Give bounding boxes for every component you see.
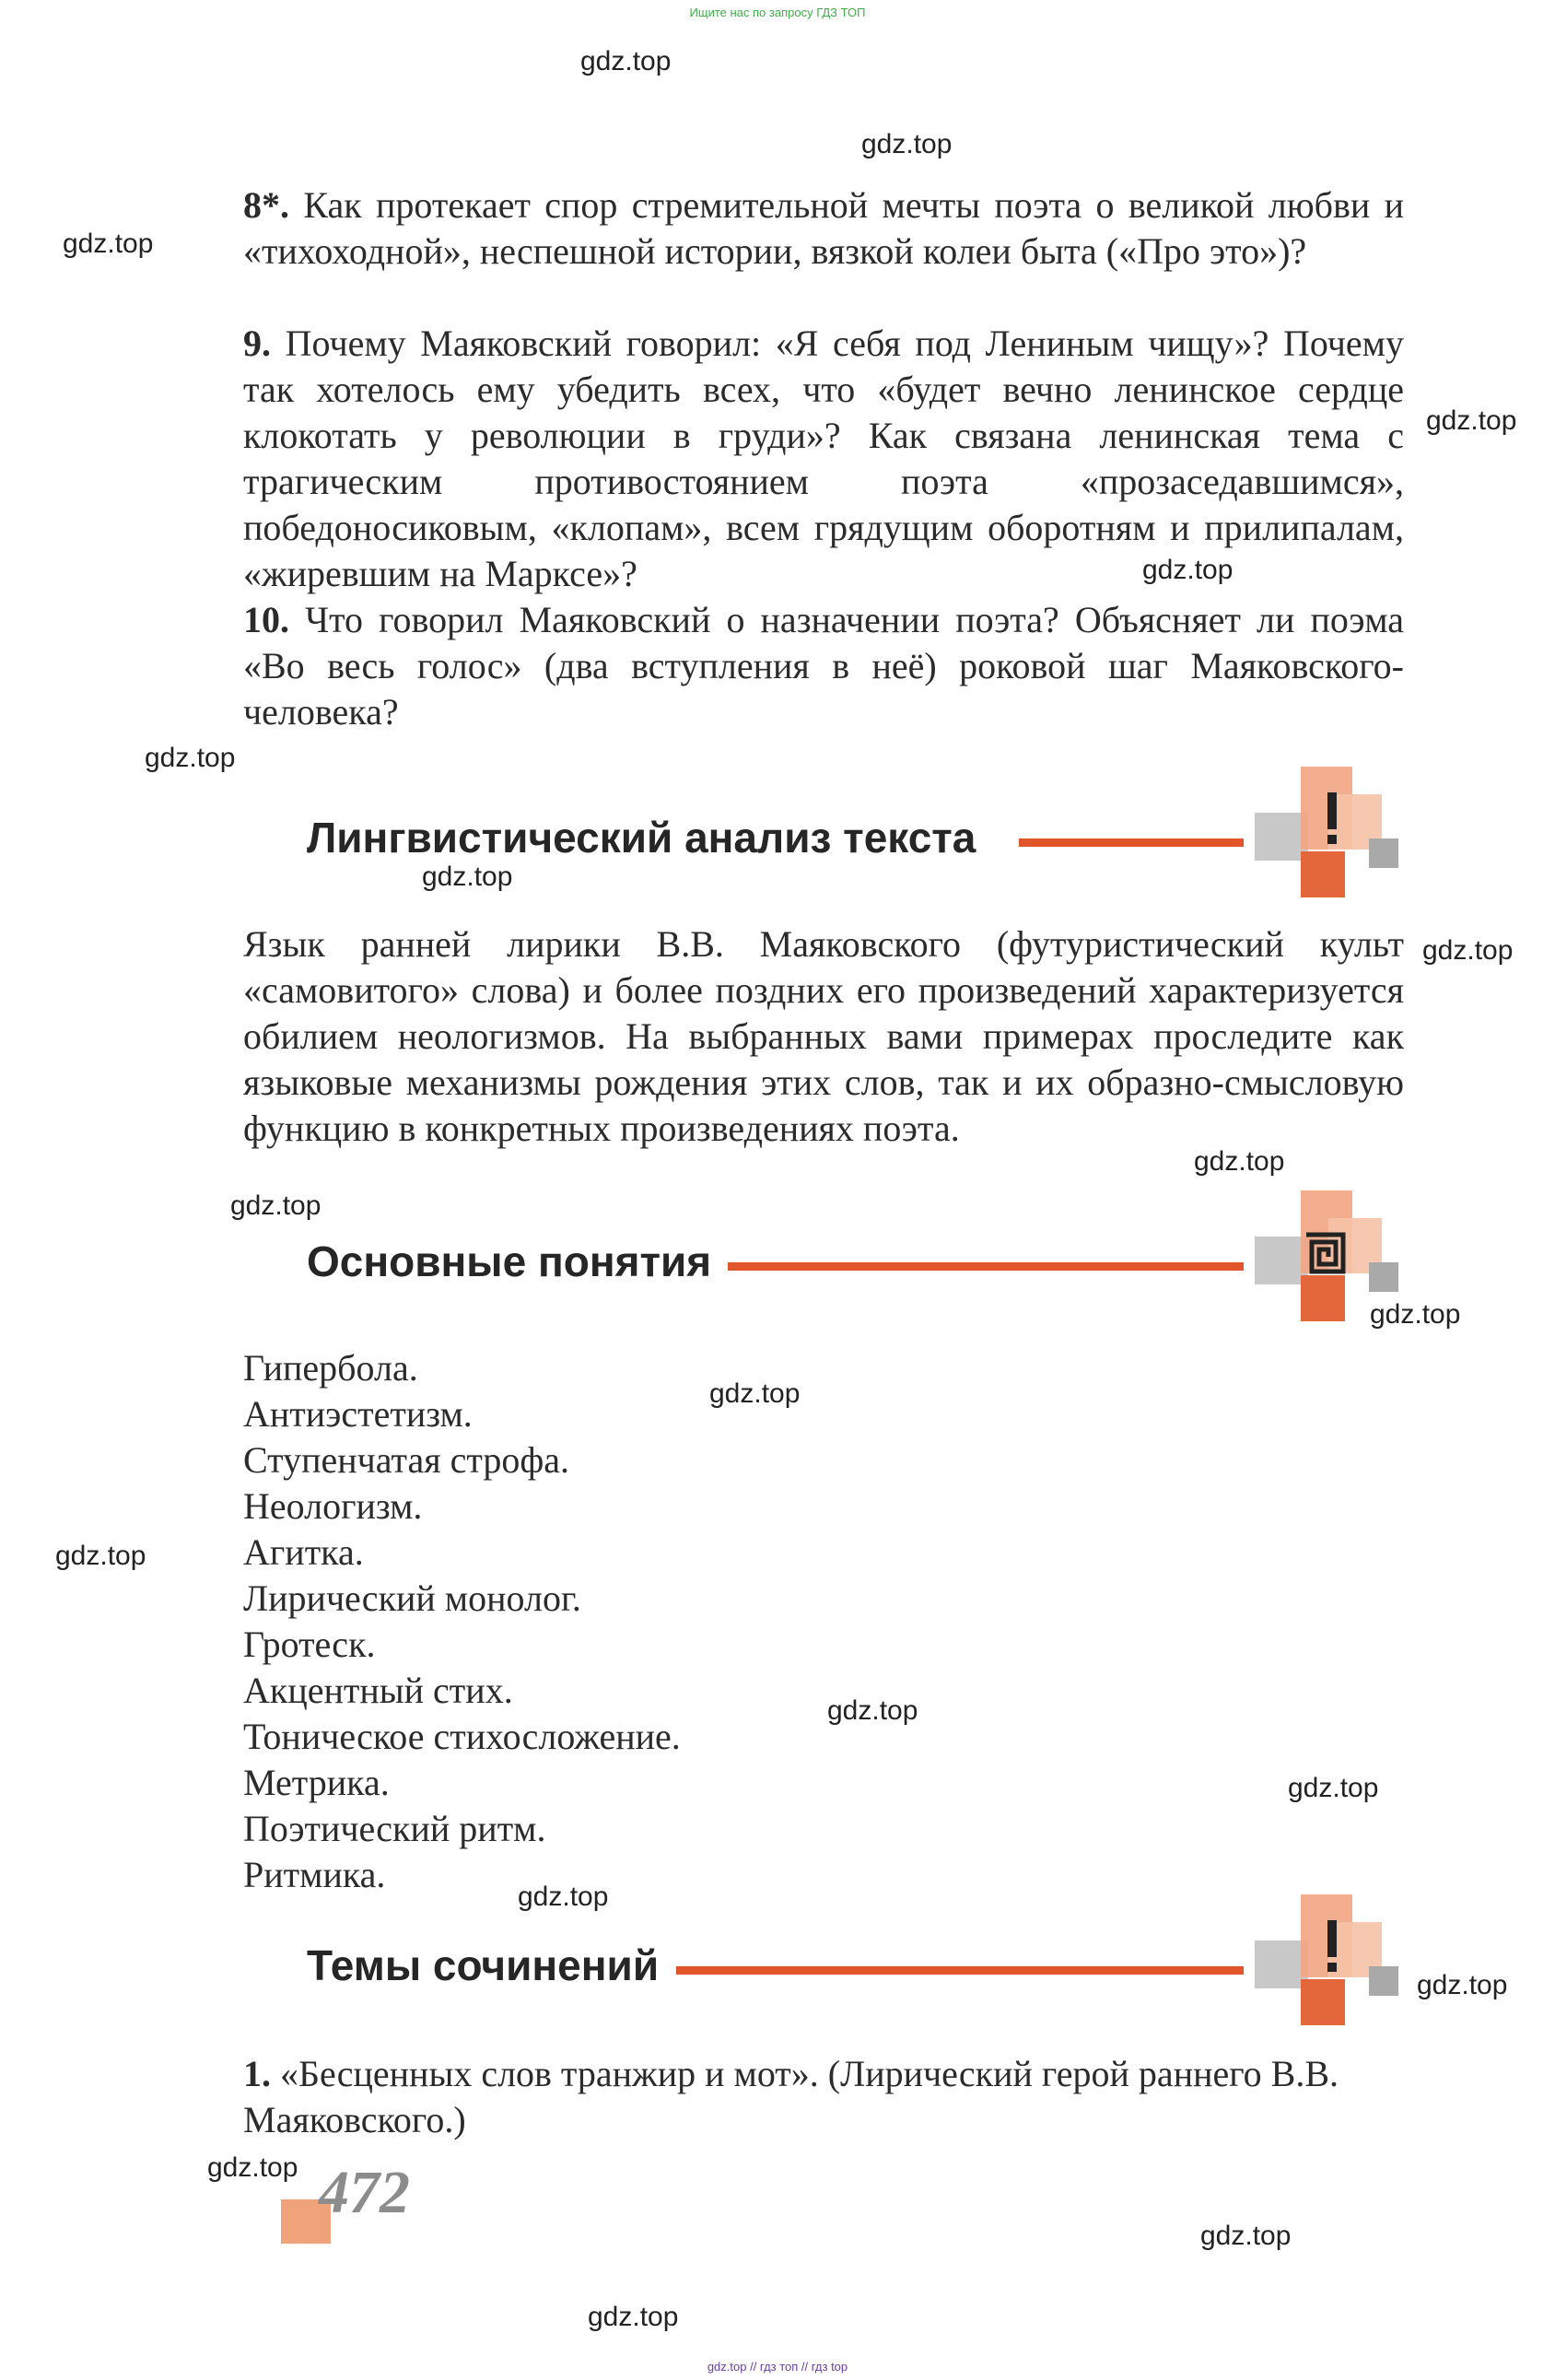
question-text: Как протекает спор стремительной мечты поэта о великой любви и «тихоходной», неспешной истории, вязкой колеи быта («Про это»)?: [243, 184, 1404, 272]
section-heading-concepts: Основные понятия: [307, 1237, 712, 1285]
question-number: 9.: [243, 322, 271, 364]
section-heading-linguistic: Лингвистический анализ текста: [307, 814, 976, 862]
essay-topic-1: [243, 2051, 1404, 2143]
concept-item: Неологизм.: [243, 1485, 423, 1527]
question-8: [243, 182, 1404, 275]
watermark: gdz.top: [1370, 1299, 1461, 1330]
heading-rule: [676, 1966, 1244, 1975]
watermark: gdz.top: [1200, 2221, 1292, 2251]
watermark: gdz.top: [861, 129, 953, 159]
concept-item: Акцентный стих.: [243, 1670, 513, 1711]
concept-item: Метрика.: [243, 1762, 390, 1803]
question-9: [243, 321, 1404, 597]
concept-item: Агитка.: [243, 1531, 364, 1573]
watermark: gdz.top: [1417, 1970, 1508, 2000]
watermark: gdz.top: [1422, 935, 1514, 966]
heading-rule: [728, 1262, 1244, 1271]
watermark: gdz.top: [1142, 555, 1233, 585]
watermark: gdz.top: [207, 2152, 298, 2183]
concept-item: Лирический монолог.: [243, 1577, 581, 1619]
exclamation-icon: [1255, 1894, 1406, 2027]
concept-item: Антиэстетизм.: [243, 1393, 473, 1435]
linguistic-text: Язык ранней лирики В.В. Маяковского (футуристический культ «самовитого» слова) и более поздних его произведений характеризуется обилием неологизмов. На выбранных вами примерах проследите как языковые механизмы рождения этих слов, так и их образно-смысловую функцию в конкретных произведениях поэта.: [243, 923, 1404, 1149]
watermark: gdz.top: [1194, 1146, 1285, 1177]
question-number: 10.: [243, 599, 289, 640]
question-text: Что говорил Маяковский о назначении поэта? Объясняет ли поэма «Во весь голос» (два вступления в неё) роковой шаг Маяковского-человека?: [243, 599, 1404, 733]
concept-item: Гротеск.: [243, 1624, 376, 1665]
concept-item: Поэтический ритм.: [243, 1808, 546, 1849]
watermark: gdz.top: [230, 1190, 322, 1221]
concept-item: Ступенчатая строфа.: [243, 1439, 570, 1481]
question-text: Почему Маяковский говорил: «Я себя под Лениным чищу»? Почему так хотелось ему убедить всех, что «будет вечно ленинское сердце клокотать у революции в груди»? Как связана ленинская тема с трагическим противостоянием поэта «прозаседавшимся», победоносиковым, «клопам», всем грядущим оборотням и прилипалам, «жиревшим на Марксе»?: [243, 322, 1404, 594]
watermark: gdz.top: [1288, 1773, 1379, 1803]
watermark: gdz.top: [709, 1378, 801, 1409]
heading-rule: [1019, 838, 1244, 847]
watermark: gdz.top: [518, 1882, 609, 1912]
bottom-banner: gdz.top // гдз топ // гдз top: [707, 2360, 848, 2374]
watermark: gdz.top: [1426, 405, 1517, 436]
section-heading-essays: Темы сочинений: [307, 1941, 660, 1989]
concept-item: Ритмика.: [243, 1854, 386, 1895]
concept-item: Тоническое стихосложение.: [243, 1716, 681, 1757]
watermark: gdz.top: [422, 862, 513, 892]
watermark: gdz.top: [63, 229, 154, 259]
spiral-icon: [1255, 1190, 1406, 1323]
watermark: gdz.top: [580, 46, 672, 76]
question-10: [243, 597, 1404, 735]
page-number: 472: [319, 2159, 410, 2226]
question-number: 8*.: [243, 184, 289, 226]
watermark: gdz.top: [145, 743, 236, 773]
concept-item: Гипербола.: [243, 1347, 418, 1389]
essay-number: 1.: [243, 2053, 271, 2094]
top-banner: Ищите нас по запросу ГДЗ ТОП: [689, 6, 866, 19]
watermark: gdz.top: [55, 1541, 146, 1571]
exclamation-icon: [1255, 767, 1406, 899]
watermark: gdz.top: [827, 1695, 918, 1726]
watermark: gdz.top: [588, 2302, 679, 2332]
essay-text: «Бесценных слов транжир и мот». (Лирический герой раннего В.В. Маяковского.): [243, 2053, 1339, 2140]
